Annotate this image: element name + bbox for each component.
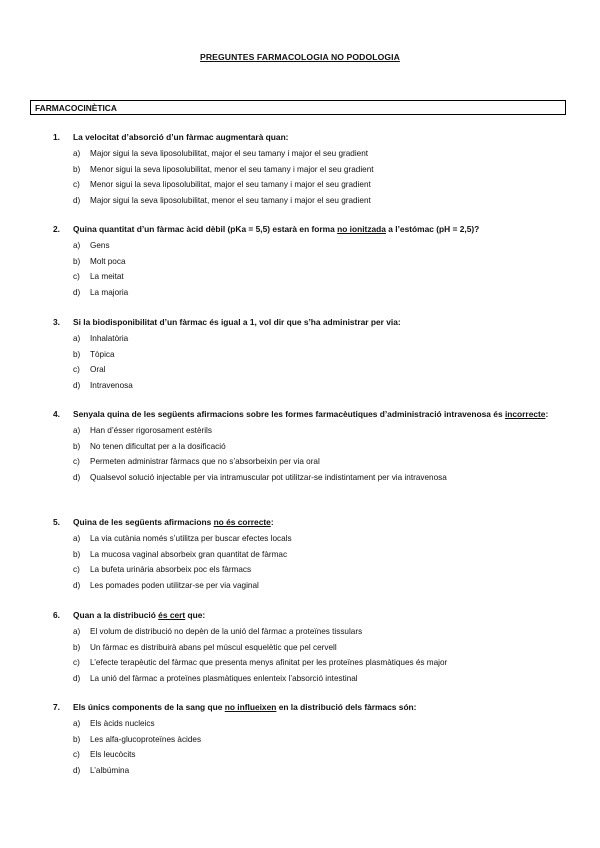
answer-options [73,716,563,778]
option-letter: c) [73,272,80,281]
question-1 [53,131,563,208]
option-text: Oral [90,365,106,374]
question-5 [53,516,563,593]
answer-option [73,671,563,687]
option-letter: c) [73,180,80,189]
option-text: Major sigui la seva liposolubilitat, menor el seu tamany i major el seu gradient [90,195,371,205]
option-letter: b) [73,642,81,652]
answer-options [73,331,563,393]
answer-option [73,655,563,671]
question-text: Quina quantitat d’un fàrmac àcid dèbil (pKa = 5,5) estarà en forma no ionitzada a l’estómac (pH = 2,5)? [73,224,480,234]
question-6 [53,609,563,686]
question-4 [53,408,563,485]
answer-options [73,238,563,300]
option-text: Els leucòcits [90,750,136,759]
option-text: Permeten administrar fàrmacs que no s’absorbeixin per via oral [90,457,320,466]
option-text: La unió del fàrmac a proteïnes plasmàtiques enlenteix l’absorció intestinal [90,673,358,683]
answer-option [73,146,563,162]
answer-option [73,238,563,254]
option-letter: b) [73,441,81,451]
option-text: La via cutània només s’utilitza per buscar efectes locals [90,534,292,543]
option-letter: a) [73,149,81,158]
question-2 [53,223,563,300]
answer-option [73,347,563,363]
option-text: Han d’ésser rigorosament estèrils [90,426,212,435]
option-letter: a) [73,426,81,435]
option-text: La mucosa vaginal absorbeix gran quantitat de fàrmac [90,549,288,559]
question-text: Els únics components de la sang que no influeixen en la distribució dels fàrmacs són: [73,702,417,712]
question-number: 3. [53,317,60,327]
answer-option [73,254,563,270]
question-heading [53,223,563,235]
option-letter: d) [73,380,81,390]
question-heading [53,516,563,528]
answer-option [73,470,563,486]
option-letter: d) [73,580,81,590]
answer-option [73,578,563,594]
option-letter: a) [73,627,81,636]
option-text: Els àcids nucleics [90,719,155,728]
option-text: La bufeta urinària absorbeix poc els fàrmacs [90,565,252,574]
question-number: 2. [53,224,60,234]
answer-option [73,177,563,193]
option-text: Intravenosa [90,380,133,390]
answer-option [73,562,563,578]
answer-option [73,162,563,178]
answer-option [73,732,563,748]
option-letter: c) [73,457,80,466]
option-text: L’efecte terapèutic del fàrmac que presenta menys afinitat per les proteïnes plasmàtiques és major [90,658,448,667]
option-letter: a) [73,719,81,728]
option-text: La meitat [90,272,124,281]
option-letter: c) [73,658,80,667]
answer-option [73,193,563,209]
answer-option [73,423,563,439]
answer-option [73,378,563,394]
answer-option [73,362,563,378]
option-letter: c) [73,365,80,374]
option-text: Inhalatòria [90,334,129,343]
option-letter: a) [73,241,81,250]
section-header [30,100,566,115]
answer-option [73,454,563,470]
answer-option [73,624,563,640]
option-text: Molt poca [90,256,126,266]
option-text: Gens [90,241,110,250]
option-letter: b) [73,549,81,559]
answer-option [73,747,563,763]
section-title: FARMACOCINÈTICA [35,103,117,113]
option-letter: b) [73,734,81,744]
question-number: 5. [53,517,60,527]
option-letter: b) [73,164,81,174]
question-heading [53,316,563,328]
option-text: Menor sigui la seva liposolubilitat, major el seu tamany i major el seu gradient [90,180,371,189]
option-text: Tòpica [90,349,115,359]
document-title: PREGUNTES FARMACOLOGIA NO PODOLOGIA [200,52,400,62]
question-heading [53,701,563,713]
answer-options [73,624,563,686]
option-text: Un fàrmac es distribuirà abans pel múscul esquelètic que pel cervell [90,642,337,652]
question-number: 1. [53,132,60,142]
question-text: La velocitat d’absorció d’un fàrmac augmentarà quan: [73,132,289,142]
option-letter: d) [73,195,81,205]
option-text: L’albúmina [90,765,130,775]
question-heading [53,609,563,621]
option-letter: d) [73,765,81,775]
answer-option [73,331,563,347]
option-letter: d) [73,287,81,297]
question-number: 4. [53,409,60,419]
question-3 [53,316,563,393]
question-heading [53,131,563,143]
option-text: Les pomades poden utilitzar-se per via vaginal [90,580,259,590]
option-text: Major sigui la seva liposolubilitat, major el seu tamany i major el seu gradient [90,149,369,158]
option-letter: b) [73,256,81,266]
answer-option [73,531,563,547]
question-text: Quina de les següents afirmacions no és correcte: [73,517,274,527]
question-heading [53,408,563,420]
answer-option [73,439,563,455]
answer-option [73,269,563,285]
question-number: 7. [53,702,60,712]
option-letter: d) [73,472,81,482]
answer-options [73,146,563,208]
question-7 [53,701,563,778]
answer-option [73,547,563,563]
option-text: Les alfa-glucoproteïnes àcides [90,734,202,744]
answer-option [73,763,563,779]
option-letter: c) [73,565,80,574]
answer-options [73,423,563,485]
option-letter: d) [73,673,81,683]
option-text: Qualsevol solució injectable per via intramuscular pot utilitzar-se indistintament per via intravenosa [90,472,447,482]
option-text: La majoria [90,287,129,297]
answer-option [73,716,563,732]
option-letter: b) [73,349,81,359]
option-letter: a) [73,534,81,543]
option-letter: c) [73,750,80,759]
option-text: El volum de distribució no depèn de la unió del fàrmac a proteïnes tissulars [90,627,363,636]
question-text: Quan a la distribució és cert que: [73,610,206,620]
question-text: Senyala quina de les següents afirmacions sobre les formes farmacèutiques d’administració intravenosa és incorrecte: [73,409,549,419]
answer-option [73,285,563,301]
option-letter: a) [73,334,81,343]
answer-option [73,640,563,656]
question-number: 6. [53,610,60,620]
option-text: No tenen dificultat per a la dosificació [90,441,226,451]
question-text: Si la biodisponibilitat d’un fàrmac és igual a 1, vol dir que s’ha administrar per via: [73,317,401,327]
answer-options [73,531,563,593]
option-text: Menor sigui la seva liposolubilitat, menor el seu tamany i major el seu gradient [90,164,374,174]
